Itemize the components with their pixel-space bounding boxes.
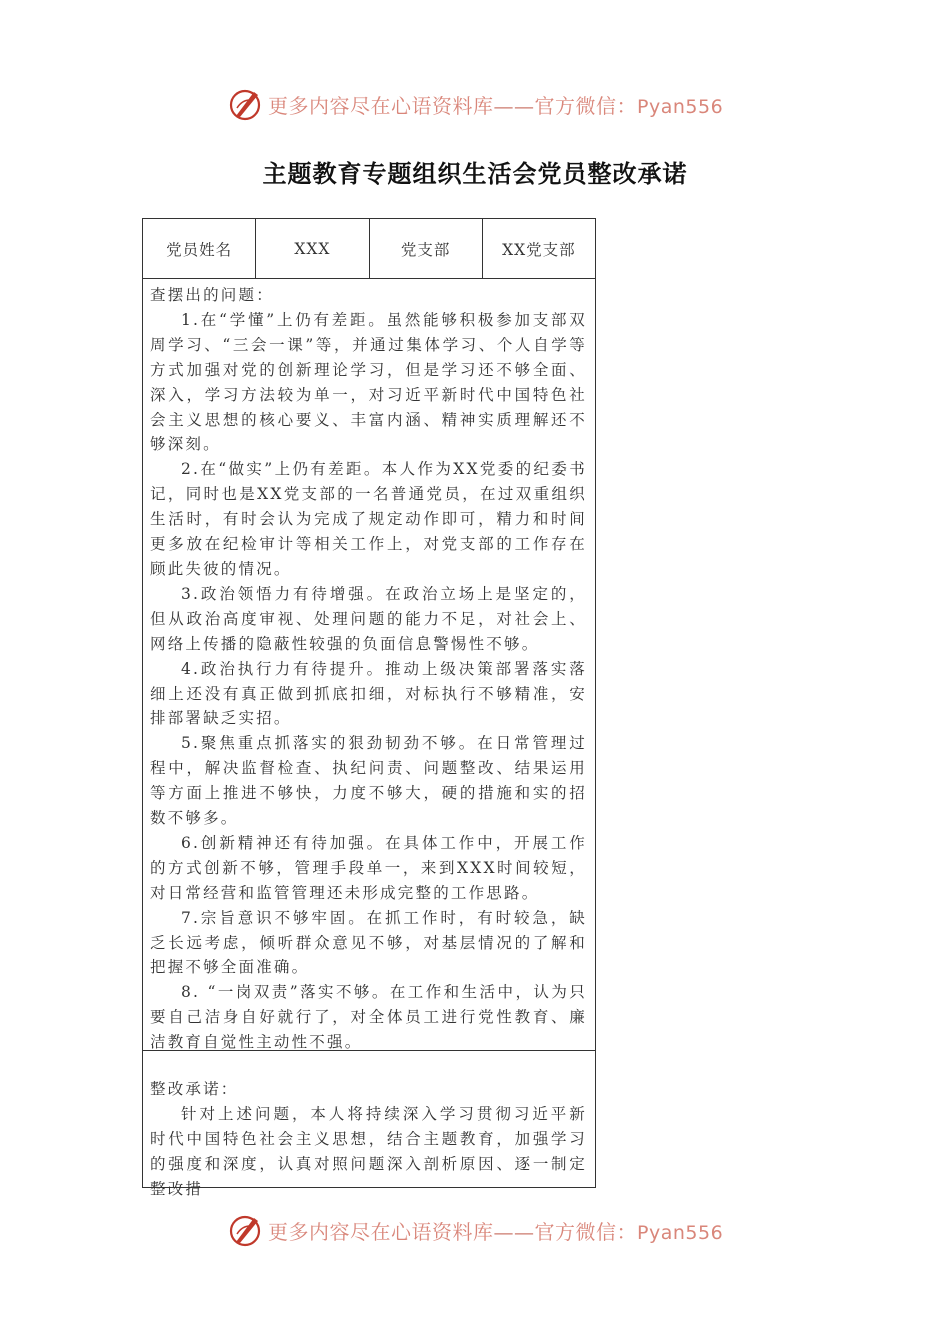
member-name-label: 党员姓名: [143, 219, 256, 278]
problem-item: 5.聚焦重点抓落实的狠劲韧劲不够。在日常管理过程中，解决监督检查、执纪问责、问题整改、结果运用等方面上推进不够快，力度不够大，硬的措施和实的招数不够多。: [150, 734, 587, 828]
party-branch-value: XX党支部: [502, 240, 576, 259]
banner-wechat-label: 官方微信：: [534, 93, 637, 118]
banner-wechat-label: 官方微信：: [534, 1219, 637, 1244]
problem-item: 3.政治领悟力有待增强。在政治立场上是坚定的，但从政治高度审视、处理问题的能力不足，对社会上、网络上传播的隐蔽性较强的负面信息警惕性不够。: [150, 584, 587, 653]
problem-item: 7.宗旨意识不够牢固。在抓工作时，有时较急，缺乏长远考虑，倾听群众意见不够，对基层情况的了解和把握不够全面准确。: [150, 908, 587, 977]
banner-separator: ——: [493, 1219, 535, 1244]
problem-item: 2.在“做实”上仍有差距。本人作为XX党委的纪委书记，同时也是XX党支部的一名普通党员，在过双重组织生活时，有时会认为完成了规定动作即可，精力和时间更多放在纪检审计等相关工作上，对党支部的工作存在顾此失彼的情况。: [150, 460, 587, 578]
promise-text: 针对上述问题，本人将持续深入学习贯彻习近平新时代中国特色社会主义思想，结合主题教育，加强学习的强度和深度，认真对照问题深入剖析原因、逐一制定整改措: [150, 1104, 587, 1198]
party-branch-label: 党支部: [370, 219, 483, 278]
banner-slogan: 更多内容尽在心语资料库: [268, 93, 494, 118]
problem-item: 4.政治执行力有待提升。推动上级决策部署落实落细上还没有真正做到抓底扣细，对标执行不够精准，安排部署缺乏实招。: [150, 659, 587, 728]
header-watermark-banner: [228, 86, 728, 122]
quill-pen-logo-icon: [228, 86, 264, 122]
footer-watermark-banner: [228, 1212, 728, 1248]
banner-slogan: 更多内容尽在心语资料库: [268, 1219, 494, 1244]
problem-item: 8. “一岗双责”落实不够。在工作和生活中，认为只要自己洁身自好就行了，对全体员工进行党性教育、廉洁教育自觉性主动性不强。: [150, 983, 587, 1052]
problem-item: 6.创新精神还有待加强。在具体工作中，开展工作的方式创新不够，管理手段单一，来到XXX时间较短，对日常经营和监管管理还未形成完整的工作思路。: [150, 833, 587, 902]
promise-label: 整改承诺：: [150, 1080, 239, 1098]
problems-section: [143, 279, 595, 1051]
document-title: 主题教育专题组织生活会党员整改承诺: [262, 160, 688, 188]
promise-section: [143, 1051, 595, 1198]
banner-text: [268, 90, 723, 119]
banner-wechat-id: Pyan556: [637, 95, 724, 118]
member-name-value: XXX: [256, 219, 369, 278]
banner-separator: ——: [493, 93, 535, 118]
banner-wechat-id: Pyan556: [637, 1221, 724, 1244]
banner-text: [268, 1216, 723, 1245]
problem-item: 1.在“学懂”上仍有差距。虽然能够积极参加支部双周学习、“三会一课”等，并通过集体学习、个人自学等方式加强对党的创新理论学习，但是学习还不够全面、深入，学习方法较为单一，对习近平新时代中国特色社会主义思想的核心要义、丰富内涵、精神实质理解还不够深刻。: [150, 310, 587, 454]
quill-pen-logo-icon: [228, 1212, 264, 1248]
member-info-row: [143, 219, 595, 279]
problems-label: 查摆出的问题：: [150, 286, 274, 304]
commitment-table: [142, 218, 596, 1198]
